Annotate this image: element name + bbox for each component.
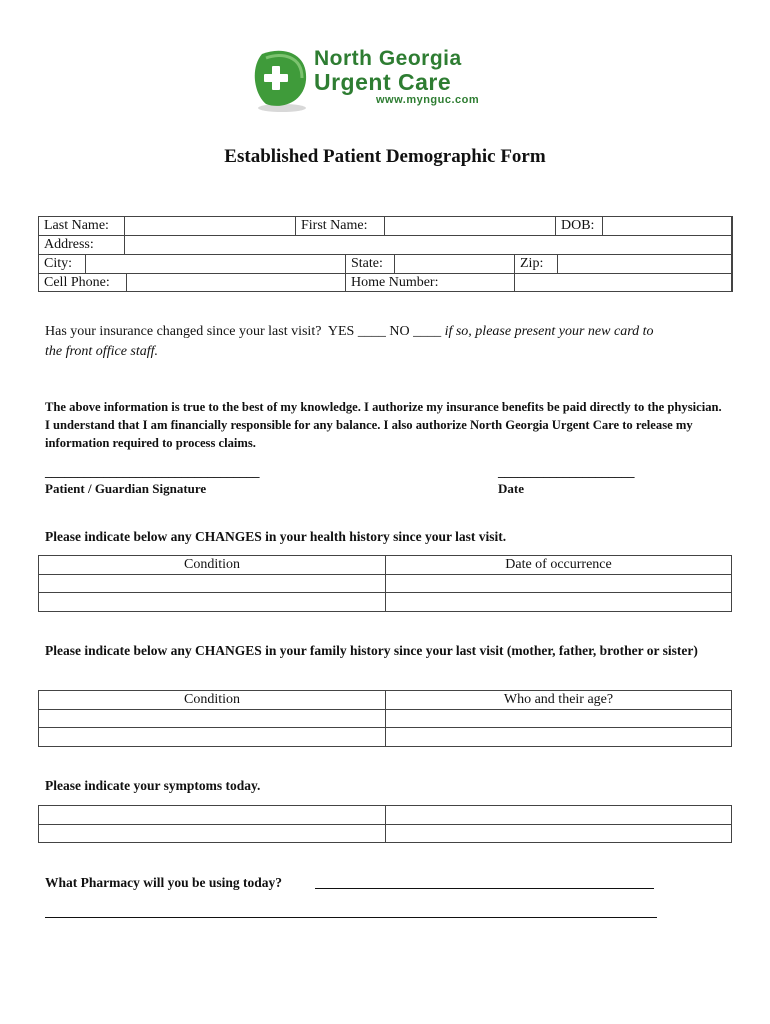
insurance-note: if so, please present your new card to	[444, 324, 654, 339]
insurance-question-text: Has your insurance changed since your last visit? YES ____ NO ____	[45, 324, 445, 339]
column-header-condition: Condition	[39, 691, 386, 710]
city-label: City:	[44, 256, 73, 271]
dob-label: DOB:	[561, 218, 595, 233]
address-label: Address:	[44, 237, 94, 252]
column-header-condition: Condition	[39, 556, 386, 575]
family-history-table	[38, 690, 732, 747]
pharmacy-prompt: What Pharmacy will you be using today?	[45, 875, 283, 890]
table-row	[39, 806, 732, 825]
table-header-row	[39, 691, 732, 710]
signature-line[interactable]: _________________________________	[45, 464, 260, 479]
date-line[interactable]: _____________________	[498, 464, 635, 479]
leaf-cross-icon	[252, 46, 312, 114]
state-field[interactable]	[394, 254, 515, 274]
pharmacy-answer-line[interactable]	[315, 888, 654, 889]
condition-cell[interactable]	[39, 728, 386, 747]
home-number-label: Home Number:	[351, 275, 439, 290]
cell-phone-label: Cell Phone:	[44, 275, 110, 290]
date-label: Date	[498, 481, 524, 496]
column-header-who-age: Who and their age?	[386, 691, 732, 710]
symptom-cell[interactable]	[386, 824, 732, 843]
date-cell[interactable]	[386, 574, 732, 593]
logo-url: www.mynguc.com	[376, 94, 480, 106]
condition-cell[interactable]	[39, 574, 386, 593]
insurance-question	[45, 322, 654, 341]
symptom-cell[interactable]	[39, 806, 386, 825]
date-cell[interactable]	[386, 593, 732, 612]
column-header-date: Date of occurrence	[386, 556, 732, 575]
table-row	[39, 728, 732, 747]
symptom-cell[interactable]	[39, 824, 386, 843]
symptom-cell[interactable]	[386, 806, 732, 825]
table-row	[39, 709, 732, 728]
zip-field[interactable]	[557, 254, 733, 274]
first-name-label: First Name:	[301, 218, 368, 233]
address-field[interactable]	[124, 235, 733, 255]
authorization-statement: The above information is true to the best of my knowledge. I authorize my insurance benefits be paid directly to the physician. I understand that I am financially responsible for any balance. I also authorize North Georgia Urgent Care to release my information required to process claims.	[45, 400, 722, 450]
logo-line-1: North Georgia	[314, 47, 462, 70]
state-label: State:	[351, 256, 383, 271]
dob-field[interactable]	[602, 216, 733, 236]
last-name-label: Last Name:	[44, 218, 109, 233]
city-field[interactable]	[85, 254, 346, 274]
symptoms-table	[38, 805, 732, 843]
family-history-prompt: Please indicate below any CHANGES in your family history since your last visit (mother, father, brother or sister)	[45, 643, 698, 658]
who-age-cell[interactable]	[386, 709, 732, 728]
condition-cell[interactable]	[39, 709, 386, 728]
page-title: Established Patient Demographic Form	[224, 146, 546, 167]
signature-label: Patient / Guardian Signature	[45, 481, 207, 496]
last-name-field[interactable]	[124, 216, 296, 236]
condition-cell[interactable]	[39, 593, 386, 612]
table-header-row	[39, 556, 732, 575]
home-number-field[interactable]	[514, 273, 733, 292]
table-row	[39, 574, 732, 593]
demographics-grid	[38, 216, 732, 292]
health-history-prompt: Please indicate below any CHANGES in your health history since your last visit.	[45, 529, 507, 544]
clinic-logo	[252, 46, 524, 114]
health-history-table	[38, 555, 732, 612]
insurance-note-continued: the front office staff.	[45, 344, 159, 359]
zip-label: Zip:	[520, 256, 544, 271]
who-age-cell[interactable]	[386, 728, 732, 747]
pharmacy-answer-line-2[interactable]	[45, 917, 657, 918]
symptoms-prompt: Please indicate your symptoms today.	[45, 778, 261, 793]
logo-line-2: Urgent Care	[314, 69, 452, 95]
table-row	[39, 593, 732, 612]
cell-phone-field[interactable]	[126, 273, 346, 292]
table-row	[39, 824, 732, 843]
first-name-field[interactable]	[384, 216, 556, 236]
